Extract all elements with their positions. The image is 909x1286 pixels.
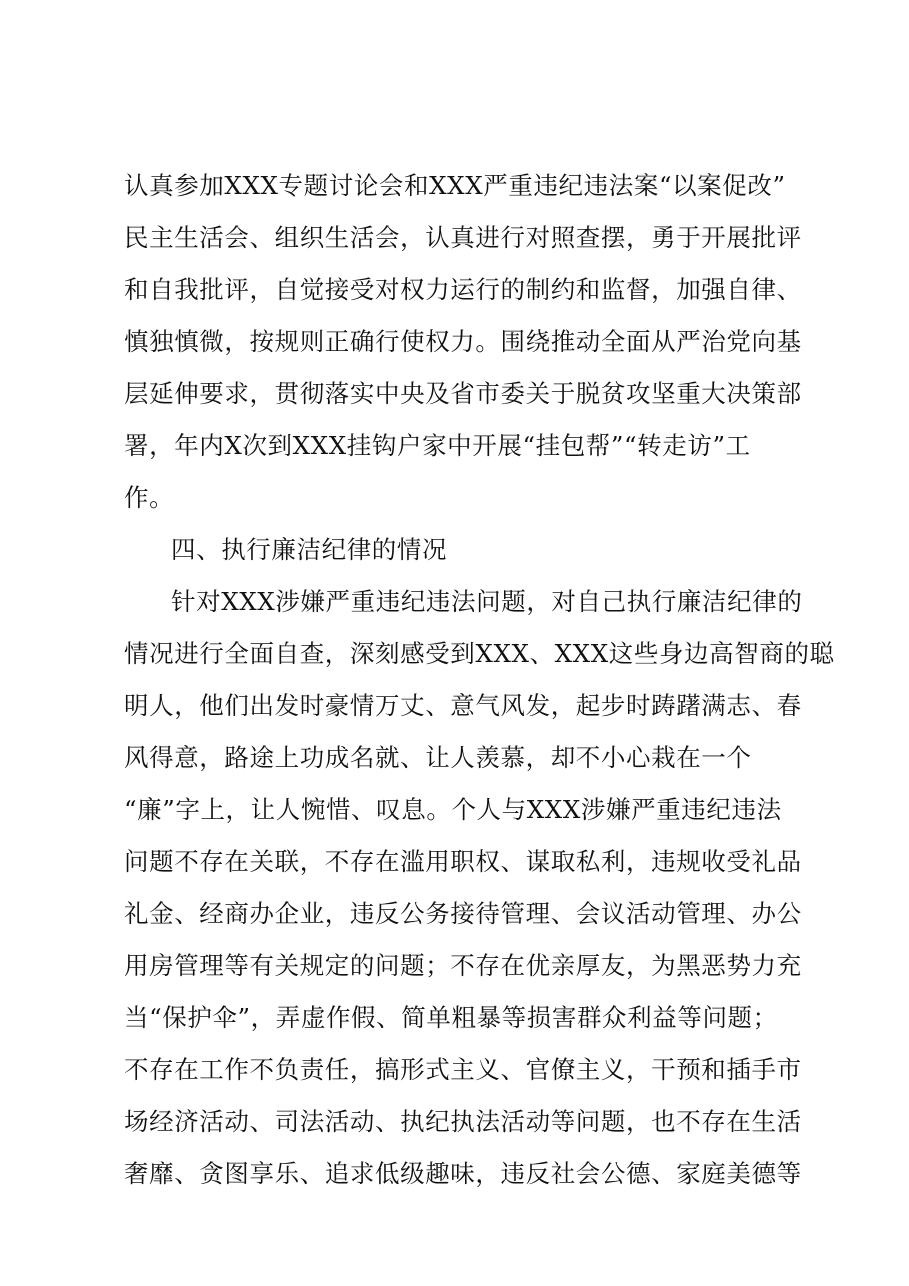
paragraph-line: 明人，他们出发时豪情万丈、意气风发，起步时踌躇满志、春	[124, 691, 802, 720]
paragraph-line: 当“保护伞”，弄虚作假、简单粗暴等损害群众利益等问题；	[124, 1003, 778, 1032]
paragraph-line: 场经济活动、司法活动、执纪执法活动等问题，也不存在生活	[124, 1107, 802, 1136]
paragraph-line: 和自我批评，自觉接受对权力运行的制约和监督，加强自律、	[124, 275, 802, 304]
paragraph-line: 认真参加XXX专题讨论会和XXX严重违纪违法案“以案促改”	[124, 171, 786, 200]
paragraph-line: 奢靡、贪图享乐、追求低级趣味，违反社会公德、家庭美德等	[124, 1159, 802, 1188]
paragraph-line: 层延伸要求，贯彻落实中央及省市委关于脱贫攻坚重大决策部	[124, 379, 802, 408]
paragraph-line: 情况进行全面自查，深刻感受到XXX、XXX这些身边高智商的聪	[124, 639, 835, 668]
paragraph-line: 礼金、经商办企业，违反公务接待管理、会议活动管理、办公	[124, 899, 802, 928]
paragraph-line: 不存在工作不负责任，搞形式主义、官僚主义，干预和插手市	[124, 1055, 802, 1084]
paragraph-line: 针对XXX涉嫌严重违纪违法问题，对自己执行廉洁纪律的	[171, 587, 803, 616]
paragraph-line: 署，年内X次到XXX挂钩户家中开展“挂包帮”“转走访”工	[124, 431, 751, 460]
paragraph-line: 用房管理等有关规定的问题；不存在优亲厚友，为黑恶势力充	[124, 951, 802, 980]
paragraph-line: “廉”字上，让人惋惜、叹息。个人与XXX涉嫌严重违纪违法	[124, 795, 782, 824]
paragraph-line: 风得意，路途上功成名就、让人羡慕，却不小心栽在一个	[124, 743, 752, 772]
section-heading: 四、执行廉洁纪律的情况	[171, 535, 448, 564]
paragraph-line: 问题不存在关联，不存在滥用职权、谋取私利，违规收受礼品	[124, 847, 802, 876]
paragraph-line: 慎独慎微，按规则正确行使权力。围绕推动全面从严治党向基	[124, 327, 802, 356]
paragraph-line: 民主生活会、组织生活会，认真进行对照查摆，勇于开展批评	[124, 223, 802, 252]
paragraph-line: 作。	[124, 483, 175, 512]
